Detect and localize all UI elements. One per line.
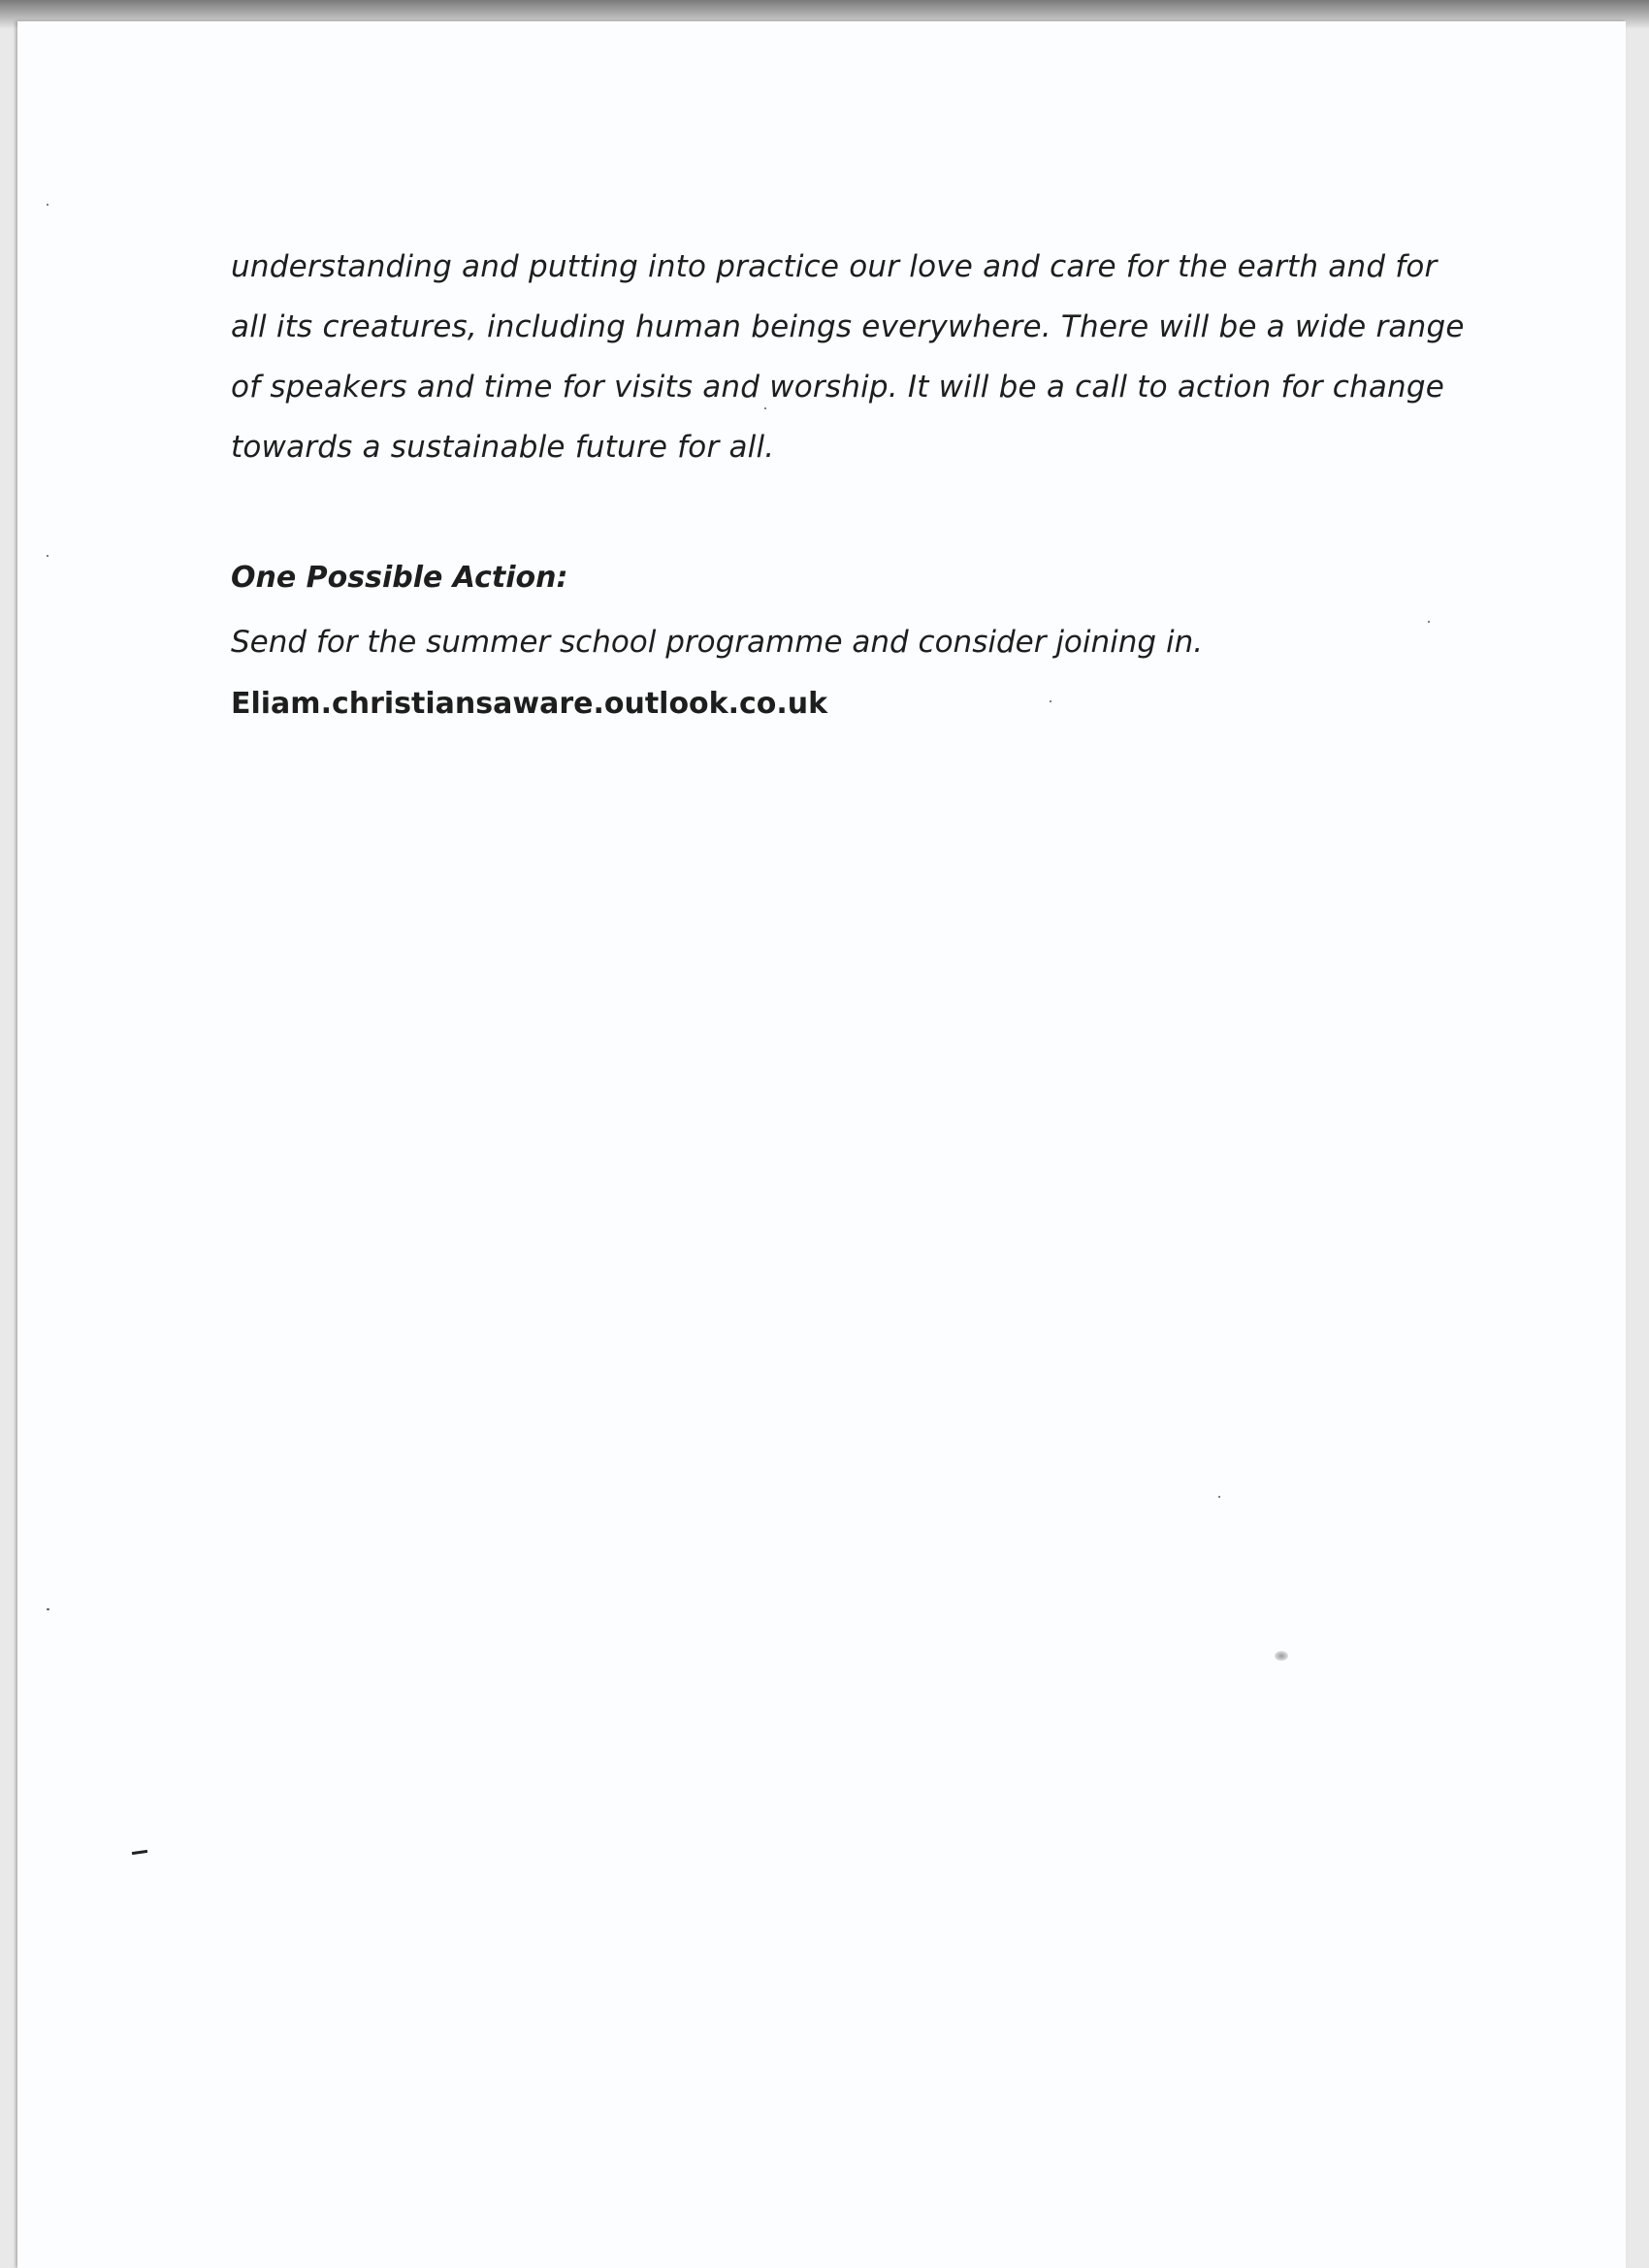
- action-heading: One Possible Action:: [231, 561, 568, 595]
- scan-speck: [47, 555, 48, 557]
- action-text: Send for the summer school programme and consider joining in.: [231, 625, 1204, 660]
- scan-speck: [1428, 621, 1430, 623]
- scan-speck: [47, 204, 48, 206]
- contact-email: Eliam.christiansaware.outlook.co.uk: [231, 687, 828, 721]
- paper-sheet: [17, 21, 1626, 2268]
- scan-speck: [1050, 700, 1051, 702]
- paragraph-line: all its creatures, including human beings everywhere. There will be a wide range: [231, 309, 1465, 344]
- scan-speck: [1218, 1496, 1220, 1498]
- paragraph-line: understanding and putting into practice our love and care for the earth and for: [231, 249, 1438, 284]
- paragraph-line: towards a sustainable future for all.: [231, 430, 775, 465]
- scan-speck: [47, 1608, 49, 1610]
- body-paragraph: [231, 237, 1472, 477]
- scan-mark: [132, 1850, 147, 1855]
- paragraph-line: of speakers and time for visits and worship. It will be a call to action for change: [231, 370, 1445, 405]
- scan-speck: [764, 407, 766, 409]
- scan-smudge: [1275, 1651, 1288, 1661]
